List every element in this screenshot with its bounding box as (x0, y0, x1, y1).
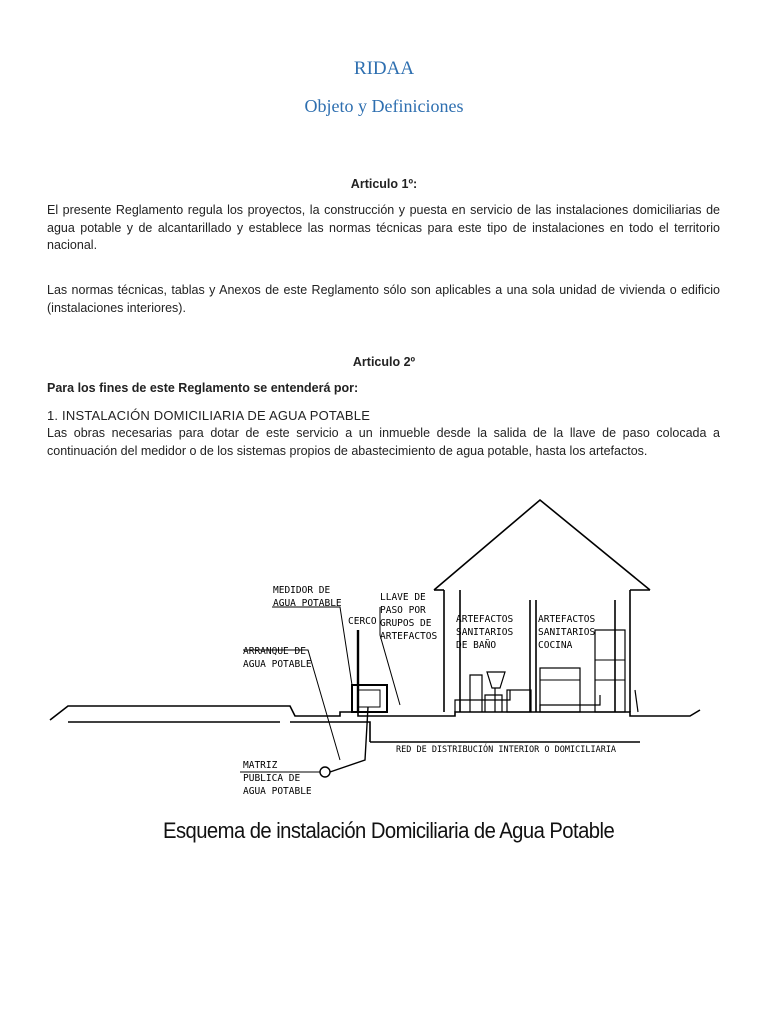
article-1-paragraph-1: El presente Reglamento regula los proyectos, la construcción y puesta en servicio de las instalaciones domiciliarias de agua potable y de alcantarillado y establece las normas técnicas para este tipo de instalaciones en todo el territorio nacional. (47, 203, 720, 252)
label-matriz-2: PUBLICA DE (243, 773, 301, 784)
label-matriz-3: AGUA POTABLE (243, 786, 312, 797)
label-cocina-1: ARTEFACTOS (538, 614, 596, 625)
document-subtitle: Objeto y Definiciones (304, 96, 464, 116)
label-cocina-3: COCINA (538, 640, 573, 651)
water-installation-diagram (40, 490, 730, 810)
article-1-heading: Articulo 1º: (350, 177, 418, 191)
label-llave-3: GRUPOS DE (380, 618, 432, 629)
label-matriz-1: MATRIZ (243, 760, 278, 771)
label-bano-3: DE BAÑO (456, 640, 497, 651)
document-title: RIDAA (353, 58, 415, 79)
article-1-paragraph-2: Las normas técnicas, tablas y Anexos de este Reglamento sólo son aplicables a una sola unidad de vivienda o edificio (instalaciones interiores). (47, 283, 720, 315)
article-2-intro: Para los fines de este Reglamento se entenderá por: (47, 381, 359, 395)
label-medidor-1: MEDIDOR DE (273, 585, 331, 596)
label-llave-2: PASO POR (380, 605, 426, 616)
label-cocina-2: SANITARIOS (538, 627, 596, 638)
diagram-caption: Esquema de instalación Domiciliaria de Agua Potable (163, 818, 615, 843)
label-llave-1: LLAVE DE (380, 592, 426, 603)
label-arranque-1: ARRANQUE DE (243, 646, 306, 657)
article-2-item-1-text: Las obras necesarias para dotar de este servicio a un inmueble desde la salida de la llave de paso colocada a continuación del medidor o de los sistemas propios de abastecimiento de agua potable, hasta los artefactos. (47, 426, 720, 458)
label-bano-1: ARTEFACTOS (456, 614, 514, 625)
label-red: RED DE DISTRIBUCIÓN INTERIOR O DOMICILIARIA (396, 745, 617, 755)
label-llave-4: ARTEFACTOS (380, 631, 438, 642)
label-medidor-2: AGUA POTABLE (273, 598, 342, 609)
label-cerco: CERCO (348, 616, 377, 627)
label-bano-2: SANITARIOS (456, 627, 514, 638)
article-2-heading: Articulo 2º (352, 355, 416, 369)
article-2-item-1-title: 1. INSTALACIÓN DOMICILIARIA DE AGUA POTABLE (47, 408, 371, 423)
label-arranque-2: AGUA POTABLE (243, 659, 312, 670)
